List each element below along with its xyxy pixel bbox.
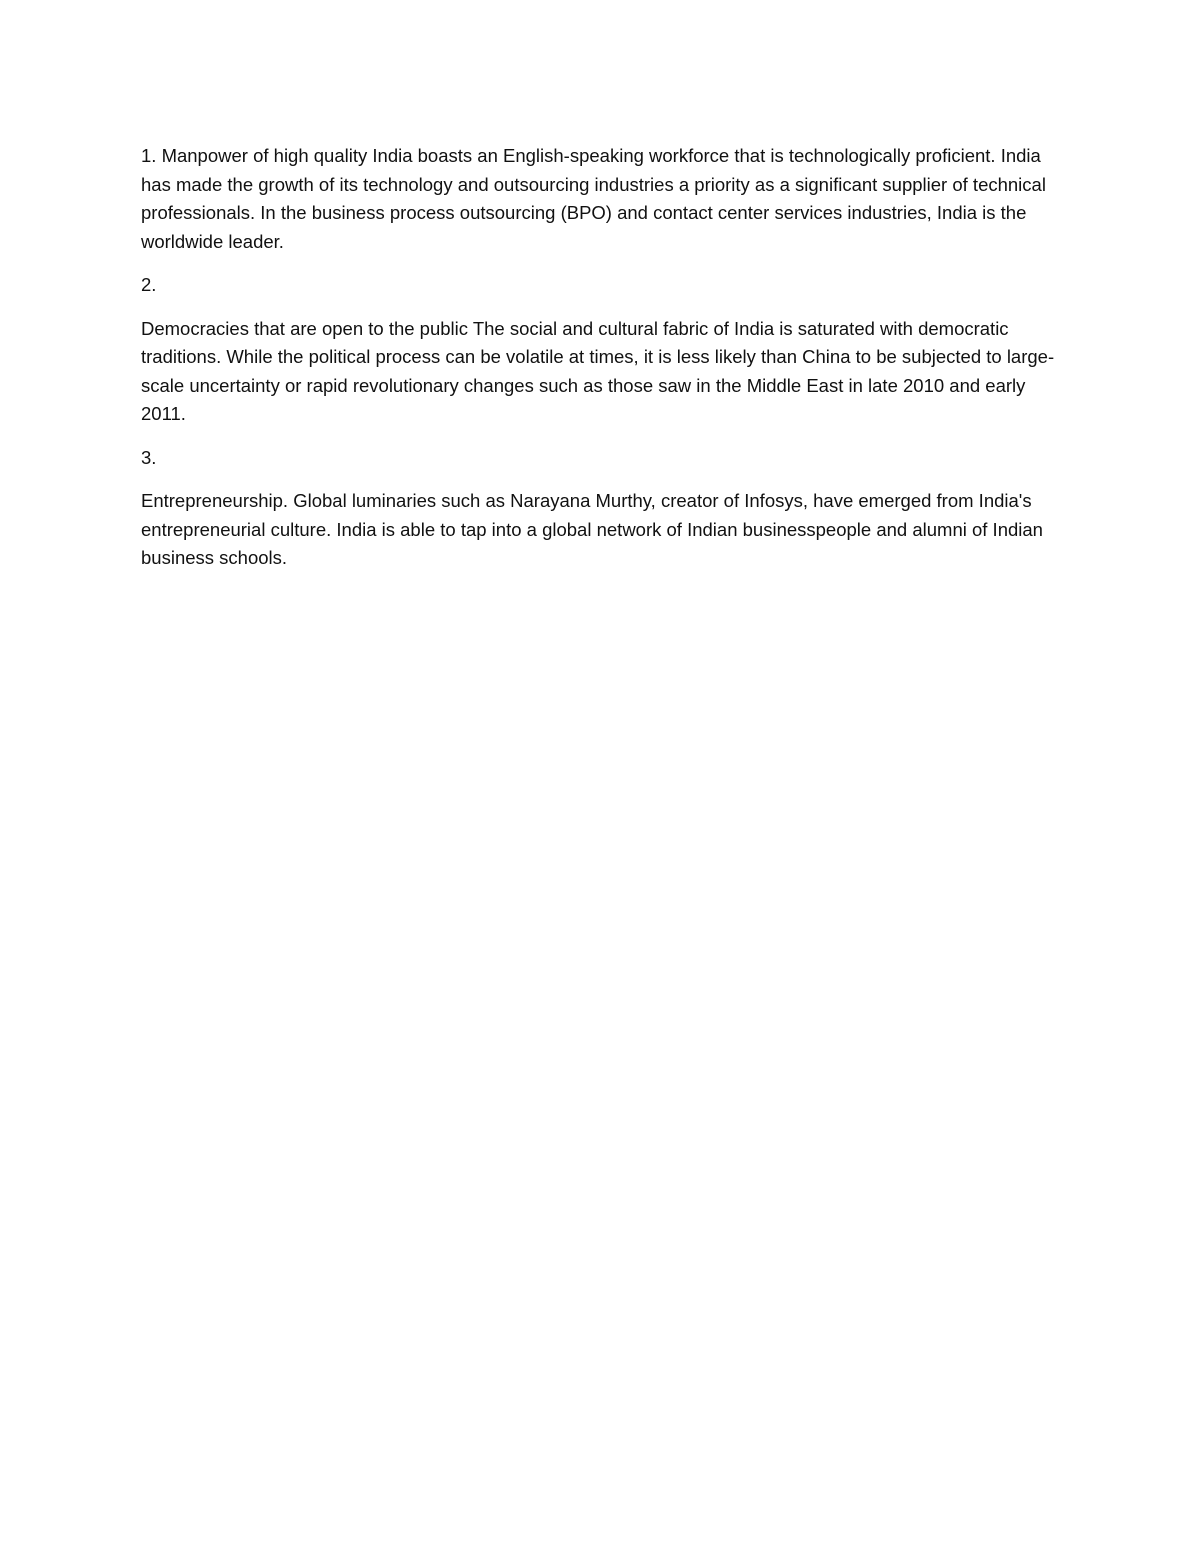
paragraph-entrepreneurship: Entrepreneurship. Global luminaries such as Narayana Murthy, creator of Infosys, have emerged from India's entrepreneurial culture. India is able to tap into a global network of Indian businesspeople and alumni of Indian business schools. bbox=[141, 490, 1043, 568]
document-body bbox=[141, 142, 1061, 588]
paragraph-manpower: 1. Manpower of high quality India boasts an English-speaking workforce that is technologically proficient. India has made the growth of its technology and outsourcing industries a priority as a significant supplier of technical professionals. In the business process outsourcing (BPO) and contact center services industries, India is the worldwide leader. bbox=[141, 145, 1046, 252]
paragraph-number-3: 3. bbox=[141, 446, 157, 468]
paragraph-number-2: 2. bbox=[141, 274, 157, 295]
paragraph-democracies: Democracies that are open to the public The social and cultural fabric of India is saturated with democratic traditions. While the political process can be volatile at times, it is less likely than China to be subjected to large-scale uncertainty or rapid revolutionary changes such as those saw in the Middle East in late 2010 and early 2011. bbox=[141, 317, 1055, 424]
